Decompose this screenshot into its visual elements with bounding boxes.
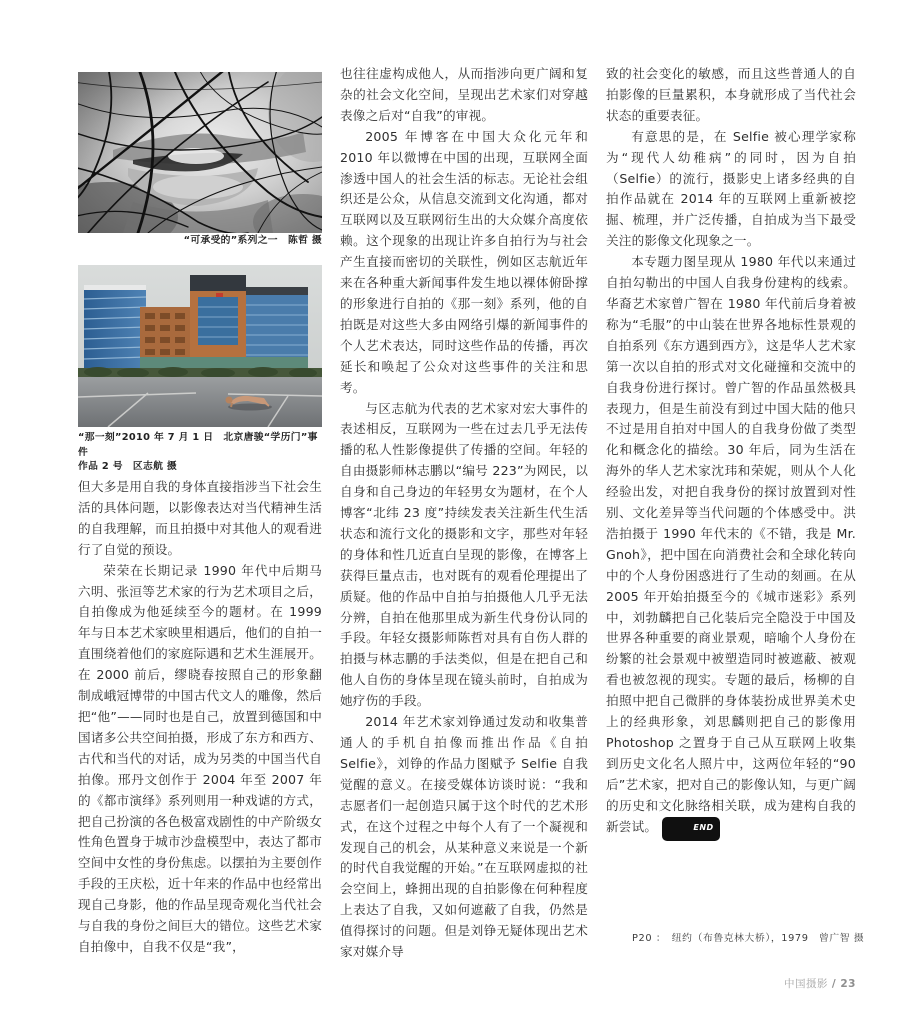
photo-bw-hair-mouth-art	[78, 72, 322, 233]
left-column	[78, 72, 322, 954]
magazine-name: 中国摄影	[784, 978, 829, 990]
paragraph: 致的社会变化的敏感，而且这些普通人的自拍影像的巨量累积，本身就形成了当代社会状态的重要表征。	[606, 66, 856, 123]
paragraph: 也往往虚构成他人，从而指涉向更广阔和复杂的社会文化空间，呈现出艺术家们对穿越表像之后对“自我”的审视。	[340, 66, 588, 123]
right-column	[606, 64, 856, 841]
paragraph: 2014 年艺术家刘铮通过发动和收集普通人的手机自拍像而推出作品《自拍 Selfie》，刘铮的作品力图赋予 Selfie 自我觉醒的意义。在接受媒体访谈时说：“我和志愿者们一起创造只属于这个时代的艺术形式，在这个过程之中每个人有了一个凝视和发现自己的机会，从某种意义来说是一个新的时代自我觉醒的开始。”在互联网虚拟的社会空间上，蜂拥出现的自拍影像在何种程度上表达了自我，又如何遮蔽了自我，仍然是值得探讨的问题。但是刘铮无疑体现出艺术家对媒介导	[340, 714, 588, 960]
paragraph: 与区志航为代表的艺术家对宏大事件的表述相反，互联网为一些在过去几乎无法传播的私人性影像提供了传播的空间。年轻的自由摄影师林志鹏以“编号 223”为网民，以自身和自己身边的年轻男女为题材，在个人博客“北纬 23 度”持续发表关注新生代生活状态和流行文化的摄影和文字，那些对年轻的身体和性几近直白呈现的影像，在博客上获得巨量点击，也对既有的观看伦理提出了质疑。他的作品中自拍与拍摄他人几乎无法分辨，自拍在他那里成为新生代身份认同的手段。年轻女摄影师陈哲对具有自伤人群的拍摄与林志鹏的手法类似，但是在把自己和他人自伤的身体呈现在镜头前时，自拍成为她疗伤的手段。	[340, 400, 588, 709]
left-column-text	[78, 477, 322, 958]
photo-credit-line: P20 ： 纽约（布鲁克林大桥），1979 曾广智 摄	[632, 933, 865, 944]
photo-pushup-building	[78, 265, 322, 427]
photo-bw-hair-mouth	[78, 72, 322, 233]
photo-pushup-building-art	[78, 265, 322, 427]
photo2-caption-line2: 作品 2 号 区志航 摄	[78, 461, 178, 472]
photo2-caption-line1: “那一刻”2010 年 7 月 1 日 北京唐骏“学历门”事件	[78, 432, 318, 458]
photo2-caption	[78, 431, 322, 475]
paragraph: 但大多是用自我的身体直接指涉当下社会生活的具体问题，以影像表达对当代精神生活的自我理解，而且拍摄中对其他人的观看进行了自觉的预设。	[78, 479, 322, 557]
end-of-article-badge: END	[662, 817, 720, 841]
paragraph: 有意思的是，在 Selfie 被心理学家称为“现代人幼稚病”的同时，因为自拍（Selfie）的流行，摄影史上诸多经典的自拍作品就在 2014 年的互联网上重新被挖掘、梳理，并广泛传播，自拍成为当下最受关注的影像文化现象之一。	[606, 128, 856, 249]
paragraph: 荣荣在长期记录 1990 年代中后期马六明、张洹等艺术家的行为艺术项目之后，自拍像成为他延续至今的题材。在 1999 年与日本艺术家映里相遇后，他们的自拍一直围绕着他们的家庭际遇和艺术生涯展开。在 2000 前后，缪晓春按照自己的形象翻制成峨冠博带的中国古代文人的雕像，然后把“他”——同时也是自己，放置到德国和中国诸多公共空间拍摄，形成了东方和西方、古代和当代的对话，成为另类的中国当代自拍像。邢丹文创作于 2004 年至 2007 年的《都市演绎》系列则用一种戏谑的方式，把自己扮演的各色极富戏剧性的中产阶级女性角色置身于城市沙盘模型中，表达了都市空间中女性的身份焦虑。以摆拍为主要创作手段的王庆松，近十年来的作品中也经常出现自己身影，他的作品呈现奇观化当代社会与自我的身份之间巨大的错位。这些艺术家自拍像中，自我不仅是“我”，	[78, 562, 322, 954]
paragraph: 2005 年博客在中国大众化元年和 2010 年以微博在中国的出现，互联网全面渗透中国人的社会生活的标志。无论社会组织还是公众，从信息交流到文化沟通，都对互联网以及互联网衍生出的大众媒介高度依赖。这个现象的出现让许多自拍行为与社会产生直接而密切的关联性，例如区志航近年来在各种重大新闻事件发生地以裸体俯卧撑的形象进行自拍的《那一刻》系列，他的自拍既是对这些大多由网络引爆的新闻事件的个人艺术表达，同时这些作品的传播，再次延长和唤起了公众对这些事件的关注和思考。	[340, 128, 588, 395]
page-footer	[784, 976, 856, 991]
page-number: / 23	[831, 978, 856, 990]
photo1-caption: “可承受的”系列之一 陈哲 摄	[183, 235, 322, 246]
paragraph	[606, 252, 856, 840]
paragraph-text: 本专题力图呈现从 1980 年代以来通过自拍勾勒出的中国人自我身份建构的线索。华裔艺术家曾广智在 1980 年代前后身着被称为“毛服”的中山装在世界各地标性景观的自拍系列《东方遇到西方》，这是华人艺术家第一次以自拍的形式对文化碰撞和交流中的自我身份进行探讨。曾广智的作品虽然极具表现力，但是生前没有到过中国大陆的他只不过是用自拍对中国人的自我身份做了类型化和概念化的描绘。30 年后，同为生活在海外的华人艺术家沈玮和荣妮，则从个人化经验出发，对把自我身份的探讨放置到对性别、文化差异等当代问题的个体感受中。洪浩拍摄于 1990 年代末的《不错，我是 Mr. Gnoh》，把中国在向消费社会和全球化转向中的个人身份困惑进行了生动的刻画。在从 2005 年开始拍摄至今的《城市迷彩》系列中，刘勃麟把自己化装后完全隐没于中国及世界各种重要的商业景观，暗喻个人身份在纷繁的社会景观中被塑造同时被遮蔽、被观看也被忽视的现实。专题的最后，杨柳的自拍照中把自己微胖的身体装扮成世界美术史上的经典形象，刘思麟则把自己的影像用 Photoshop 之置身于自己从互联网上收集到历史文化名人照片中，这两位年轻的“90 后”艺术家，把对自己的影像认知，与更广阔的历史和文化脉络相关联，成为建构自我的新尝试。	[606, 254, 856, 834]
middle-column	[340, 64, 588, 963]
